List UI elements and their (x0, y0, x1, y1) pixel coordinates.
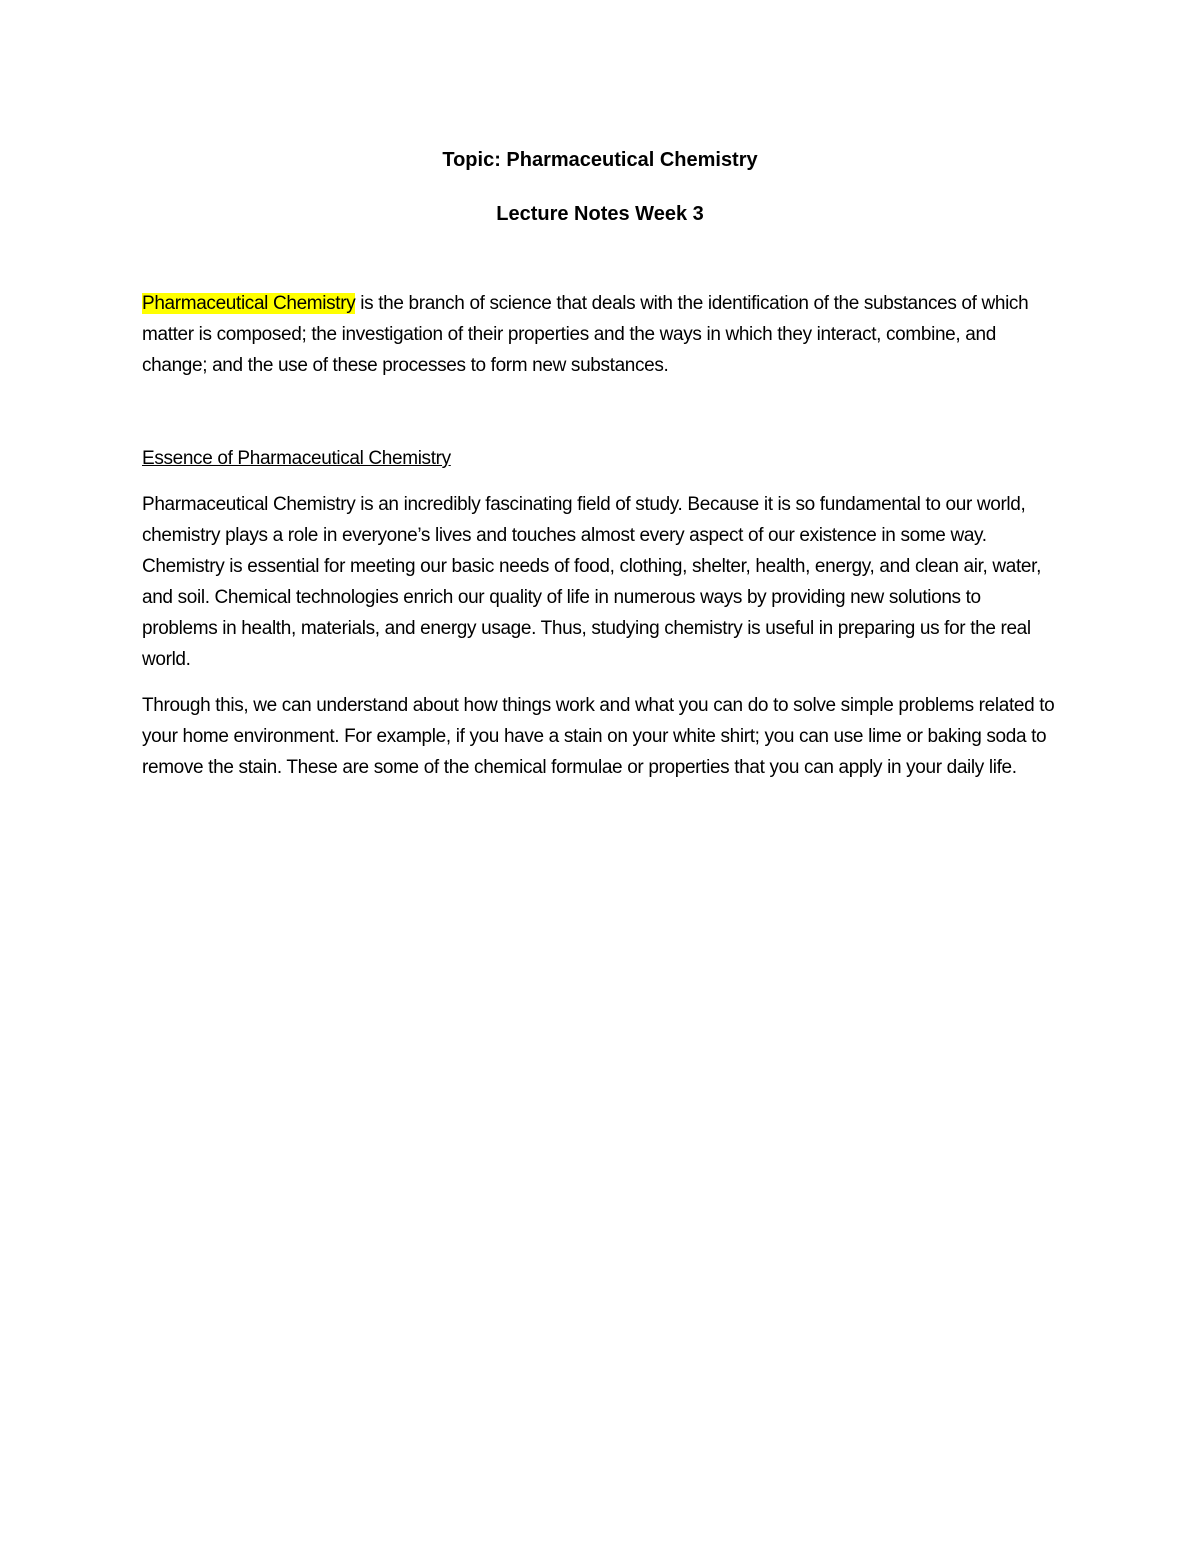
intro-paragraph (142, 288, 1058, 381)
example-paragraph: Through this, we can understand about how things work and what you can do to solve simple problems related to your home environment. For example, if you have a stain on your white shirt; you can use lime or baking soda to remove the stain. These are some of the chemical formulae or properties that you can apply in your daily life. (142, 695, 1055, 778)
highlighted-term: Pharmaceutical Chemistry (142, 293, 356, 314)
document-title: Topic: Pharmaceutical Chemistry (442, 149, 758, 171)
document-subtitle: Lecture Notes Week 3 (496, 203, 704, 225)
section-heading: Essence of Pharmaceutical Chemistry (142, 448, 451, 469)
document-body (142, 142, 1058, 783)
essence-paragraph: Pharmaceutical Chemistry is an incredibly fascinating field of study. Because it is so fundamental to our world, chemistry plays a role in everyone’s lives and touches almost every aspect of our existence in some way. Chemistry is essential for meeting our basic needs of food, clothing, shelter, health, energy, and clean air, water, and soil. Chemical technologies enrich our quality of life in numerous ways by providing new solutions to problems in health, materials, and energy usage. Thus, studying chemistry is useful in preparing us for the real world. (142, 494, 1042, 670)
intro-text: is the branch of science that deals with the identification of the substances of which matter is composed; the investigation of their properties and the ways in which they interact, combine, and change; and the use of these processes to form new substances. (142, 293, 1029, 376)
